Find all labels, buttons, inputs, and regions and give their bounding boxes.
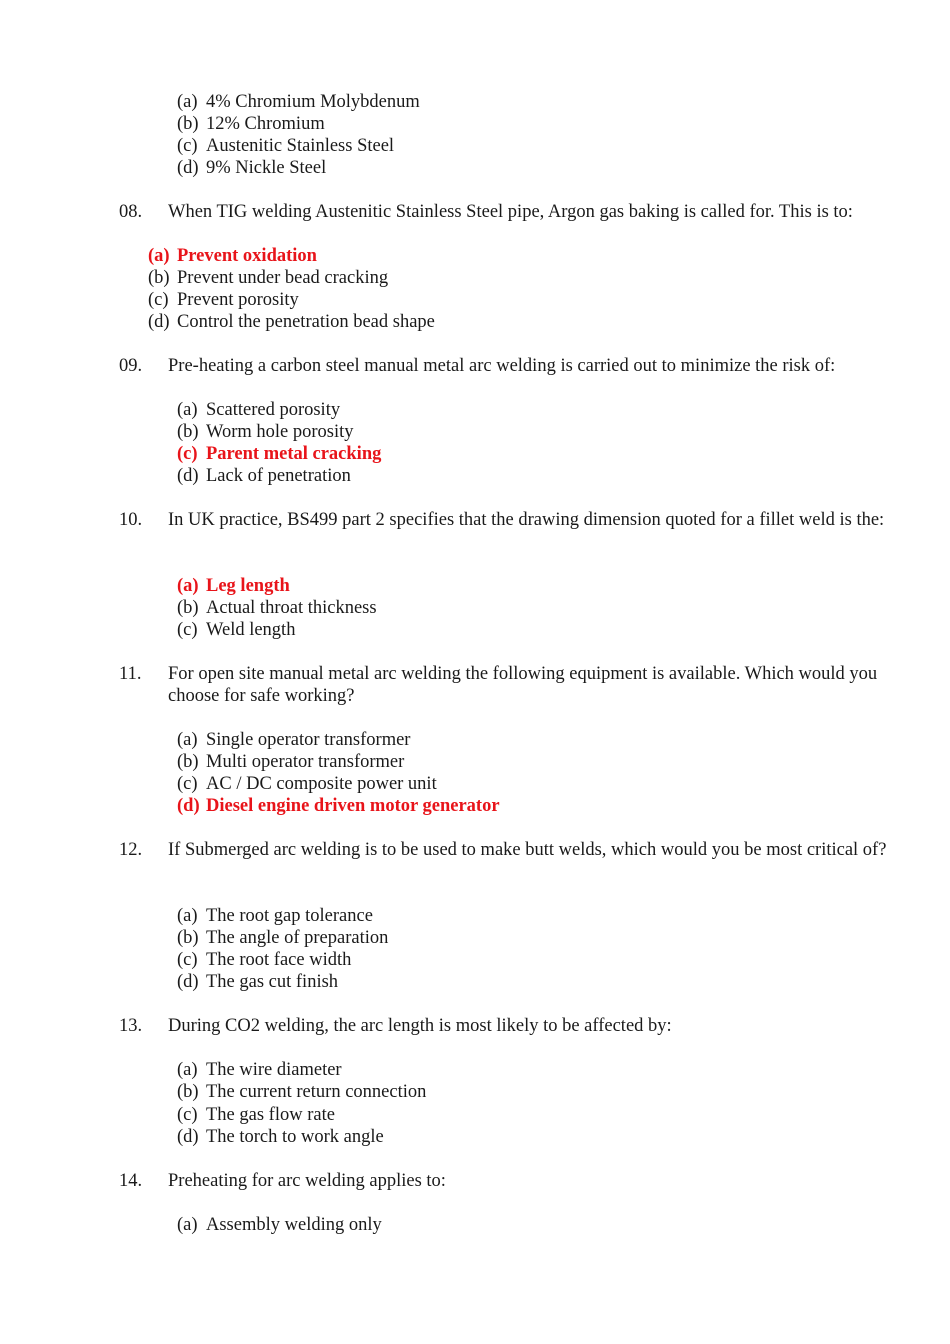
option-c: (c) The root face width xyxy=(177,950,352,970)
option-d: (d) 9% Nickle Steel xyxy=(177,158,327,178)
option-d: (d) Lack of penetration xyxy=(177,466,351,486)
option-a: (a) 4% Chromium Molybdenum xyxy=(177,92,420,112)
question-number: 10. xyxy=(119,510,143,530)
question-text: For open site manual metal arc welding the following equipment is available. Which would you choose for safe working? xyxy=(168,664,878,706)
option-a: (a) The wire diameter xyxy=(177,1060,342,1080)
option-c: (c) Weld length xyxy=(177,620,296,640)
option-a: (a) Single operator transformer xyxy=(177,730,411,750)
option-a-correct: (a) Leg length xyxy=(177,576,290,596)
option-d: (d) The gas cut finish xyxy=(177,972,339,992)
option-a-correct: (a) Prevent oxidation xyxy=(148,246,317,266)
option-c: (c) AC / DC composite power unit xyxy=(177,774,437,794)
question-number: 13. xyxy=(119,1016,143,1036)
option-d-correct: (d) Diesel engine driven motor generator xyxy=(177,796,500,816)
option-c: (c) Austenitic Stainless Steel xyxy=(177,136,395,156)
option-b: (b) Actual throat thickness xyxy=(177,598,377,618)
question-number: 08. xyxy=(119,202,143,222)
question-text: During CO2 welding, the arc length is most likely to be affected by: xyxy=(168,1016,672,1036)
option-a: (a) Scattered porosity xyxy=(177,400,341,420)
question-number: 11. xyxy=(119,664,142,684)
option-b: (b) 12% Chromium xyxy=(177,114,325,134)
question-text: When TIG welding Austenitic Stainless Steel pipe, Argon gas baking is called for. This is to: xyxy=(168,202,853,222)
question-text: Preheating for arc welding applies to: xyxy=(168,1171,446,1191)
option-c-correct: (c) Parent metal cracking xyxy=(177,444,382,464)
question-text: Pre-heating a carbon steel manual metal arc welding is carried out to minimize the risk of: xyxy=(168,356,836,376)
option-c: (c) The gas flow rate xyxy=(177,1105,335,1125)
option-b: (b) Worm hole porosity xyxy=(177,422,354,442)
option-b: (b) The current return connection xyxy=(177,1082,427,1102)
option-b: (b) Multi operator transformer xyxy=(177,752,405,772)
question-number: 09. xyxy=(119,356,143,376)
option-a: (a) The root gap tolerance xyxy=(177,906,373,926)
option-c: (c) Prevent porosity xyxy=(148,290,299,310)
option-d: (d) The torch to work angle xyxy=(177,1127,384,1147)
option-b: (b) Prevent under bead cracking xyxy=(148,268,389,288)
question-text: If Submerged arc welding is to be used to make butt welds, which would you be most critical of? xyxy=(168,840,887,860)
question-number: 12. xyxy=(119,840,143,860)
question-number: 14. xyxy=(119,1171,143,1191)
option-a: (a) Assembly welding only xyxy=(177,1215,382,1235)
option-b: (b) The angle of preparation xyxy=(177,928,389,948)
question-text: In UK practice, BS499 part 2 specifies that the drawing dimension quoted for a fillet weld is the: xyxy=(168,510,885,530)
option-d: (d) Control the penetration bead shape xyxy=(148,312,435,332)
